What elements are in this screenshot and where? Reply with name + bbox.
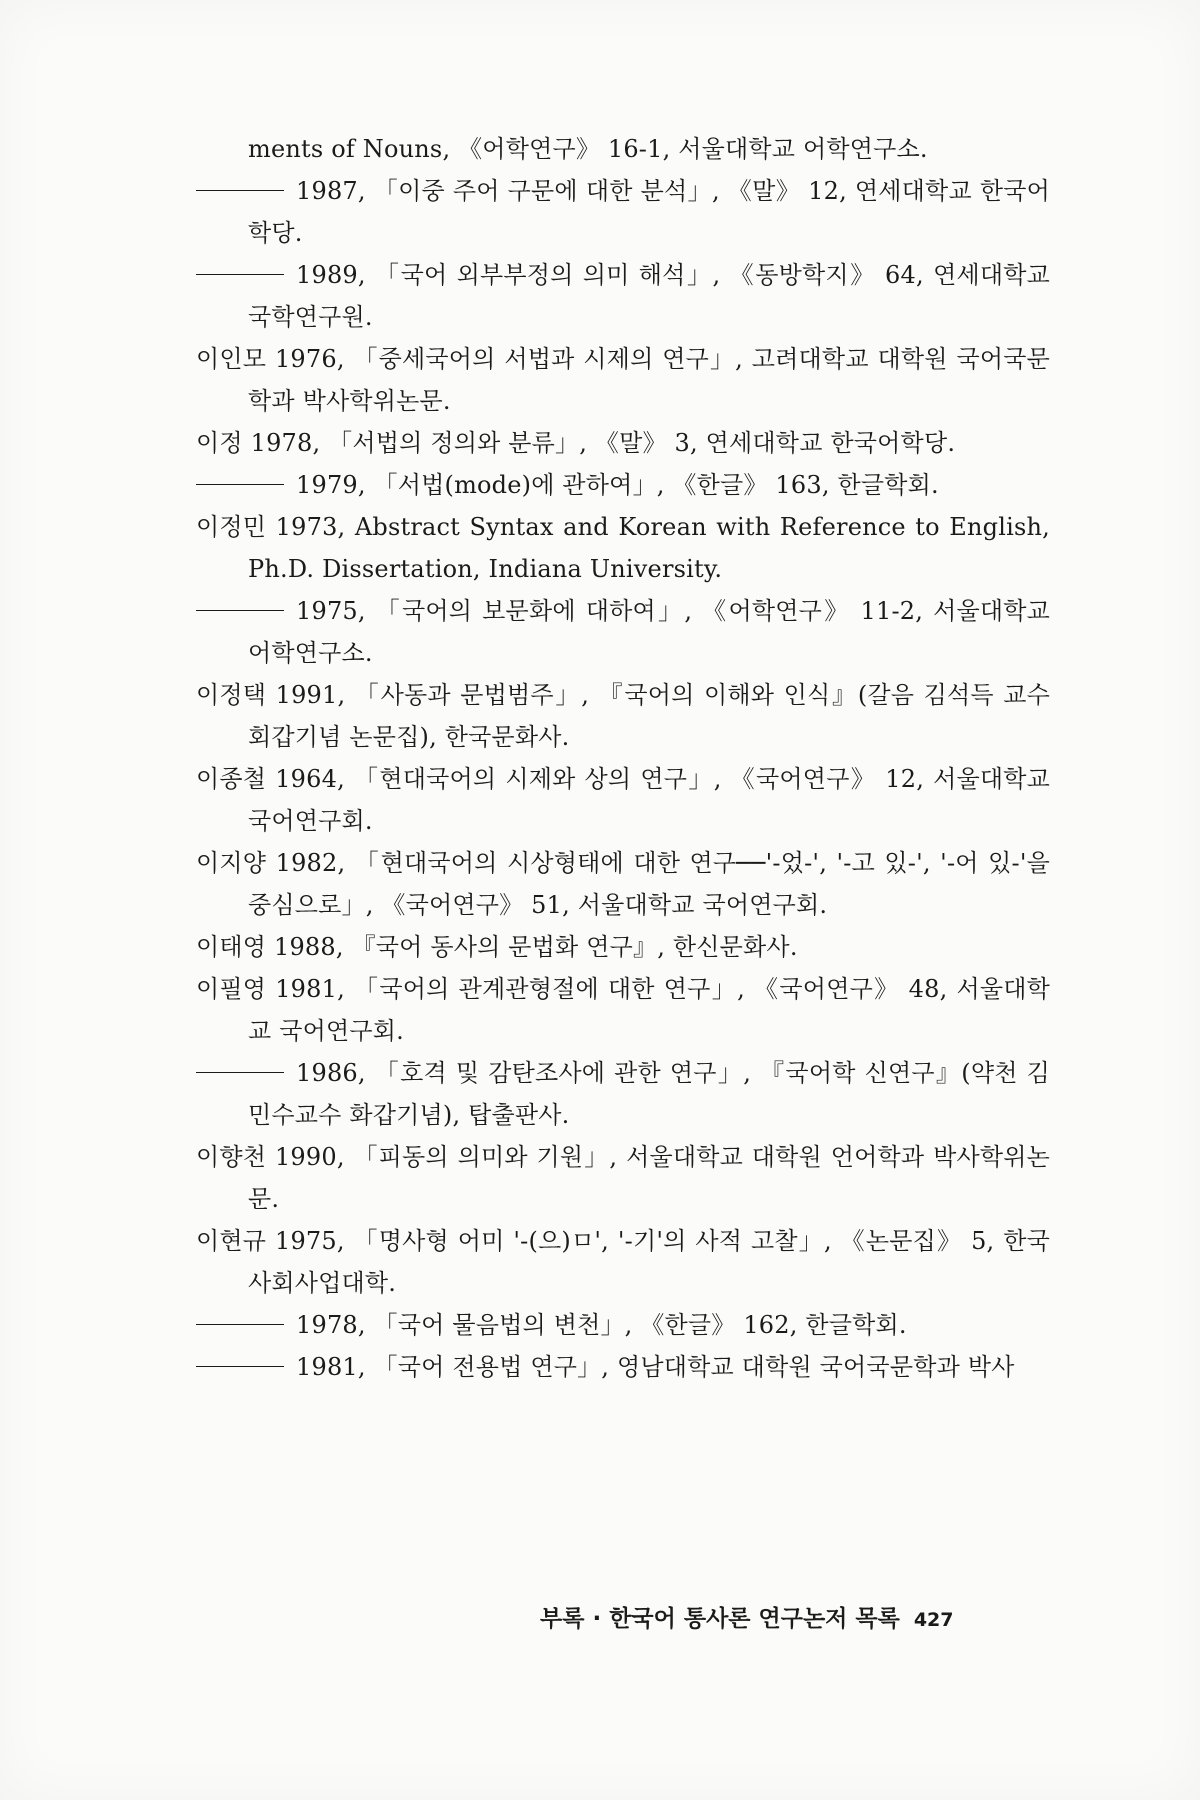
bibliography-entry: [196, 1052, 1050, 1136]
bibliography-entry: [196, 464, 1050, 506]
bibliography-entry: [196, 338, 1050, 422]
ditto-dash: [196, 190, 284, 192]
bibliography-entry: [196, 926, 1050, 968]
footer-title: 부록 · 한국어 통사론 연구논저 목록: [540, 1606, 900, 1632]
entry-text: 이필영 1981, 「국어의 관계관형절에 대한 연구」, 《국어연구》 48, 서울대학교 국어연구회.: [196, 975, 1050, 1045]
bibliography-list: [196, 128, 1050, 1388]
entry-text: ments of Nouns, 《어학연구》 16-1, 서울대학교 어학연구소.: [248, 135, 928, 163]
bibliography-entry: [196, 1136, 1050, 1220]
entry-text: 이향천 1990, 「피동의 의미와 기원」, 서울대학교 대학원 언어학과 박사학위논문.: [196, 1143, 1050, 1213]
bibliography-entry: [196, 422, 1050, 464]
entry-text: 이정민 1973, Abstract Syntax and Korean with Reference to English, Ph.D. Dissertation, Indiana University.: [196, 513, 1050, 583]
entry-text: 이종철 1964, 「현대국어의 시제와 상의 연구」, 《국어연구》 12, 서울대학교 국어연구회.: [196, 765, 1050, 835]
ditto-dash: [196, 610, 284, 612]
running-footer: [540, 1600, 1060, 1633]
entry-text: 이정 1978, 「서법의 정의와 분류」, 《말》 3, 연세대학교 한국어학당.: [196, 429, 956, 457]
entry-text: 이지양 1982, 「현대국어의 시상형태에 대한 연구──'-었-', '-고 있-', '-어 있-'을 중심으로」, 《국어연구》 51, 서울대학교 국어연구회.: [196, 849, 1050, 919]
bibliography-entry: [196, 842, 1050, 926]
entry-text: 이정택 1991, 「사동과 문법범주」, 『국어의 이해와 인식』(갈음 김석득 교수 회갑기념 논문집), 한국문화사.: [196, 681, 1050, 751]
bibliography-entry: [196, 1304, 1050, 1346]
bibliography-entry: [196, 506, 1050, 590]
ditto-dash: [196, 1324, 284, 1326]
bibliography-entry: [196, 254, 1050, 338]
entry-text: 1975, 「국어의 보문화에 대하여」, 《어학연구》 11-2, 서울대학교 어학연구소.: [248, 597, 1050, 667]
ditto-dash: [196, 274, 284, 276]
ditto-dash: [196, 1072, 284, 1074]
entry-text: 1986, 「호격 및 감탄조사에 관한 연구」, 『국어학 신연구』(약천 김민수교수 화갑기념), 탑출판사.: [248, 1059, 1050, 1129]
bibliography-entry: [196, 1346, 1050, 1388]
entry-text: 이태영 1988, 『국어 동사의 문법화 연구』, 한신문화사.: [196, 933, 798, 961]
entry-text: 1989, 「국어 외부부정의 의미 해석」, 《동방학지》 64, 연세대학교 국학연구원.: [248, 261, 1050, 331]
bibliography-entry: [196, 674, 1050, 758]
entry-text: 1979, 「서법(mode)에 관하여」, 《한글》 163, 한글학회.: [296, 471, 939, 499]
ditto-dash: [196, 484, 284, 486]
entry-text: 이인모 1976, 「중세국어의 서법과 시제의 연구」, 고려대학교 대학원 국어국문학과 박사학위논문.: [196, 345, 1050, 415]
ditto-dash: [196, 1366, 284, 1368]
bibliography-entry: [196, 170, 1050, 254]
bibliography-entry: [196, 968, 1050, 1052]
bibliography-entry: [196, 758, 1050, 842]
entry-text: 이현규 1975, 「명사형 어미 '-(으)ㅁ', '-기'의 사적 고찰」, 《논문집》 5, 한국사회사업대학.: [196, 1227, 1050, 1297]
entry-text: 1987, 「이중 주어 구문에 대한 분석」, 《말》 12, 연세대학교 한국어학당.: [248, 177, 1050, 247]
entry-text: 1978, 「국어 물음법의 변천」, 《한글》 162, 한글학회.: [296, 1311, 907, 1339]
page-number: 427: [913, 1609, 954, 1631]
entry-text: 1981, 「국어 전용법 연구」, 영남대학교 대학원 국어국문학과 박사: [296, 1353, 1015, 1381]
bibliography-entry: [196, 128, 1050, 170]
bibliography-entry: [196, 1220, 1050, 1304]
bibliography-entry: [196, 590, 1050, 674]
